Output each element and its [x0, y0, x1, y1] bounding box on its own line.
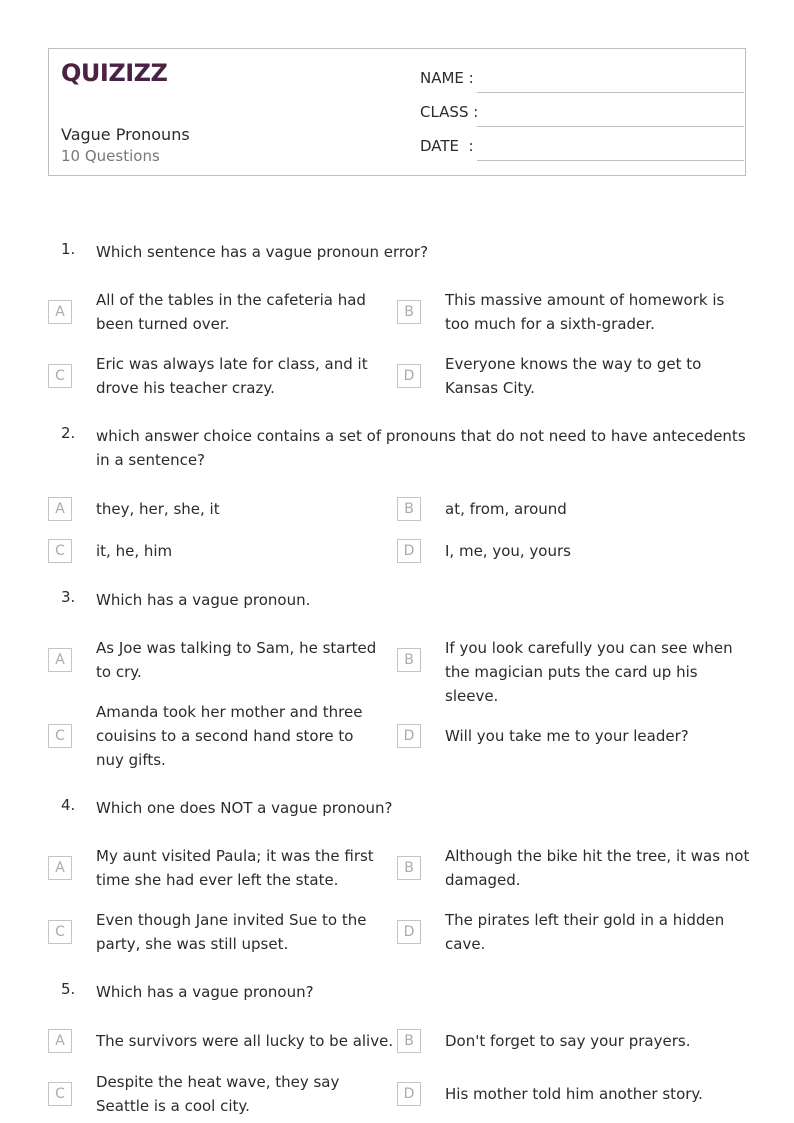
option-c-text: Amanda took her mother and three couisins to a second hand store to nuy gifts. [96, 703, 363, 769]
option-a-text: they, her, she, it [96, 500, 220, 518]
option-a-text: As Joe was talking to Sam, he started to cry. [96, 639, 377, 681]
option-c-box[interactable]: C [48, 724, 72, 748]
question-number: 2. [61, 424, 76, 442]
class-line [477, 126, 744, 127]
option-c-text: Eric was always late for class, and it drove his teacher crazy. [96, 355, 368, 397]
date-label: DATE : [420, 137, 474, 155]
option-b-box[interactable]: B [397, 648, 421, 672]
option-b-box[interactable]: B [397, 1029, 421, 1053]
option-d-box[interactable]: D [397, 724, 421, 748]
question-text: Which one does NOT a vague pronoun? [96, 799, 393, 817]
option-d-text: I, me, you, yours [445, 542, 571, 560]
question-number: 1. [61, 240, 76, 258]
question-count: 10 Questions [61, 147, 160, 165]
option-c-box[interactable]: C [48, 364, 72, 388]
worksheet-header [48, 48, 746, 176]
question-number: 4. [61, 796, 76, 814]
option-b-text: This massive amount of homework is too much for a sixth-grader. [445, 291, 725, 333]
option-c-text: Even though Jane invited Sue to the party, she was still upset. [96, 911, 367, 953]
option-d-text: His mother told him another story. [445, 1085, 703, 1103]
option-d-box[interactable]: D [397, 539, 421, 563]
option-b-box[interactable]: B [397, 497, 421, 521]
option-a-text: All of the tables in the cafeteria had been turned over. [96, 291, 366, 333]
class-label: CLASS : [420, 103, 479, 121]
option-b-text: Although the bike hit the tree, it was not damaged. [445, 847, 750, 889]
option-b-box[interactable]: B [397, 300, 421, 324]
question-number: 5. [61, 980, 76, 998]
option-c-text: it, he, him [96, 542, 173, 560]
option-b-box[interactable]: B [397, 856, 421, 880]
option-c-box[interactable]: C [48, 920, 72, 944]
option-a-box[interactable]: A [48, 1029, 72, 1053]
option-d-text: Everyone knows the way to get to Kansas City. [445, 355, 702, 397]
date-line [477, 160, 744, 161]
option-a-box[interactable]: A [48, 648, 72, 672]
option-a-box[interactable]: A [48, 300, 72, 324]
quizizz-logo: QUIZIZZ [61, 59, 168, 87]
option-c-box[interactable]: C [48, 539, 72, 563]
option-b-text: If you look carefully you can see when the magician puts the card up his sleeve. [445, 639, 733, 705]
name-field[interactable] [420, 69, 740, 91]
option-a-box[interactable]: A [48, 497, 72, 521]
class-field[interactable] [420, 103, 740, 125]
worksheet-title: Vague Pronouns [61, 125, 190, 144]
option-a-text: My aunt visited Paula; it was the first time she had ever left the state. [96, 847, 374, 889]
option-b-text: Don't forget to say your prayers. [445, 1032, 691, 1050]
option-c-box[interactable]: C [48, 1082, 72, 1106]
option-b-text: at, from, around [445, 500, 567, 518]
option-d-box[interactable]: D [397, 920, 421, 944]
name-line [477, 92, 744, 93]
option-c-text: Despite the heat wave, they say Seattle is a cool city. [96, 1073, 340, 1115]
date-field[interactable] [420, 137, 740, 159]
option-a-text: The survivors were all lucky to be alive. [96, 1032, 394, 1050]
option-d-box[interactable]: D [397, 364, 421, 388]
question-text: which answer choice contains a set of pronouns that do not need to have antecedents in a sentence? [96, 427, 746, 469]
question-text: Which sentence has a vague pronoun error? [96, 243, 429, 261]
option-d-box[interactable]: D [397, 1082, 421, 1106]
option-a-box[interactable]: A [48, 856, 72, 880]
option-d-text: Will you take me to your leader? [445, 727, 689, 745]
question-number: 3. [61, 588, 76, 606]
question-text: Which has a vague pronoun. [96, 591, 311, 609]
option-d-text: The pirates left their gold in a hidden cave. [445, 911, 725, 953]
name-label: NAME : [420, 69, 474, 87]
question-text: Which has a vague pronoun? [96, 983, 314, 1001]
